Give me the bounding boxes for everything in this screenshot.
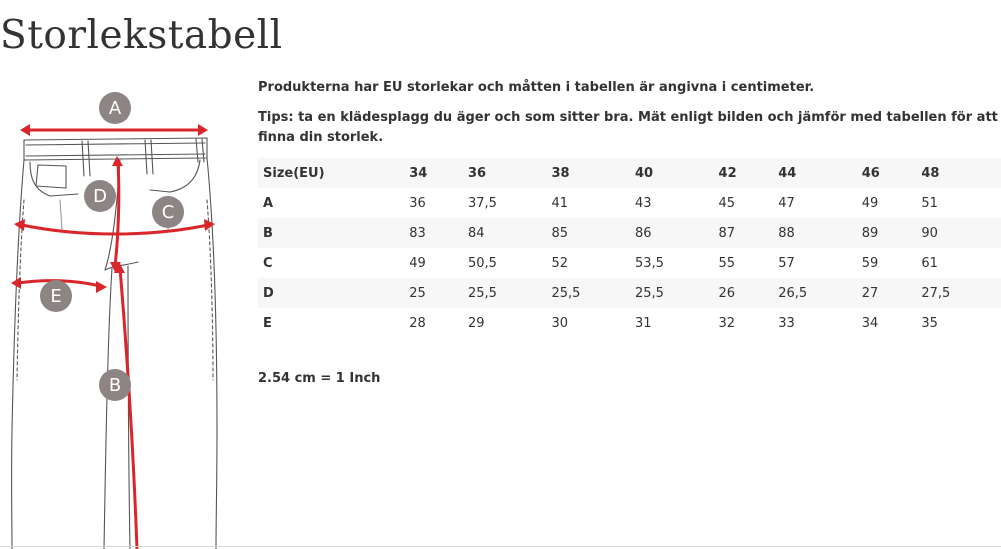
- table-cell: 27,5: [921, 285, 951, 301]
- table-cell: 84: [467, 225, 485, 241]
- table-cell: 29: [467, 315, 485, 331]
- header-cell: 40: [635, 165, 654, 181]
- table-cell: 88: [778, 225, 795, 241]
- page-title: Storlekstabell: [0, 13, 283, 58]
- svg-text:C: C: [161, 202, 175, 223]
- size-table: [258, 158, 1001, 338]
- table-cell: 47: [778, 195, 795, 211]
- table-cell: 43: [635, 195, 652, 211]
- row-label: E: [263, 315, 272, 331]
- table-row: [258, 308, 1001, 338]
- header-cell: 46: [861, 165, 880, 181]
- conversion-note: 2.54 cm = 1 Inch: [258, 371, 381, 386]
- header-cell: 48: [921, 165, 940, 181]
- header-cell: 36: [467, 165, 487, 181]
- table-cell: 26: [718, 285, 736, 301]
- table-cell: 86: [635, 225, 652, 241]
- table-cell: 26,5: [778, 285, 808, 301]
- table-cell: 52: [551, 255, 569, 271]
- table-cell: 25,5: [635, 285, 664, 301]
- svg-text:B: B: [108, 375, 122, 396]
- table-cell: 53,5: [635, 255, 664, 271]
- tips-text: Tips: ta en klädesplagg du äger och som sitter bra. Mät enligt bilden och jämför med tabellen för att finna din storlek.: [258, 110, 998, 145]
- svg-text:A: A: [108, 98, 122, 119]
- row-label: B: [263, 225, 273, 241]
- table-cell: 49: [861, 195, 879, 211]
- table-cell: 25,5: [467, 285, 497, 301]
- table-cell: 50,5: [467, 255, 497, 271]
- table-cell: 27: [861, 285, 879, 301]
- table-cell: 33: [778, 315, 795, 331]
- table-cell: 51: [921, 195, 938, 211]
- svg-text:D: D: [93, 186, 107, 207]
- table-cell: 41: [551, 195, 569, 211]
- header-cell: 44: [778, 165, 797, 181]
- size-info: [258, 78, 1001, 389]
- table-cell: 35: [921, 315, 938, 331]
- table-cell: 55: [718, 255, 736, 271]
- table-row: [258, 248, 1001, 278]
- divider: [0, 546, 1001, 547]
- intro-text: Produkterna har EU storlekar och måtten i tabellen är angivna i centimeter.: [258, 80, 815, 95]
- header-cell: Size(EU): [263, 165, 325, 181]
- table-cell: 25,5: [551, 285, 581, 301]
- table-cell: 89: [861, 225, 879, 241]
- header-cell: 34: [409, 165, 428, 181]
- table-cell: 57: [778, 255, 795, 271]
- table-cell: 31: [635, 315, 652, 331]
- table-row: [258, 188, 1001, 218]
- table-cell: 85: [551, 225, 569, 241]
- header-cell: 42: [718, 165, 737, 181]
- table-row: [258, 218, 1001, 248]
- table-cell: 25: [409, 285, 426, 301]
- jeans-measurement-diagram-icon: [0, 88, 230, 549]
- table-cell: 87: [718, 225, 736, 241]
- table-cell: 83: [409, 225, 426, 241]
- table-cell: 45: [718, 195, 736, 211]
- table-cell: 32: [718, 315, 736, 331]
- table-cell: 37,5: [467, 195, 497, 211]
- table-row: [258, 278, 1001, 308]
- table-cell: 59: [861, 255, 879, 271]
- row-label: D: [263, 285, 274, 301]
- row-label: A: [263, 195, 274, 211]
- table-cell: 30: [551, 315, 569, 331]
- table-header-row: [258, 158, 1001, 188]
- table-cell: 90: [921, 225, 938, 241]
- table-cell: 28: [409, 315, 426, 331]
- table-cell: 34: [861, 315, 879, 331]
- header-cell: 38: [551, 165, 570, 181]
- table-cell: 49: [409, 255, 426, 271]
- row-label: C: [263, 255, 273, 271]
- table-cell: 36: [409, 195, 426, 211]
- table-cell: 61: [921, 255, 938, 271]
- svg-text:E: E: [50, 286, 62, 307]
